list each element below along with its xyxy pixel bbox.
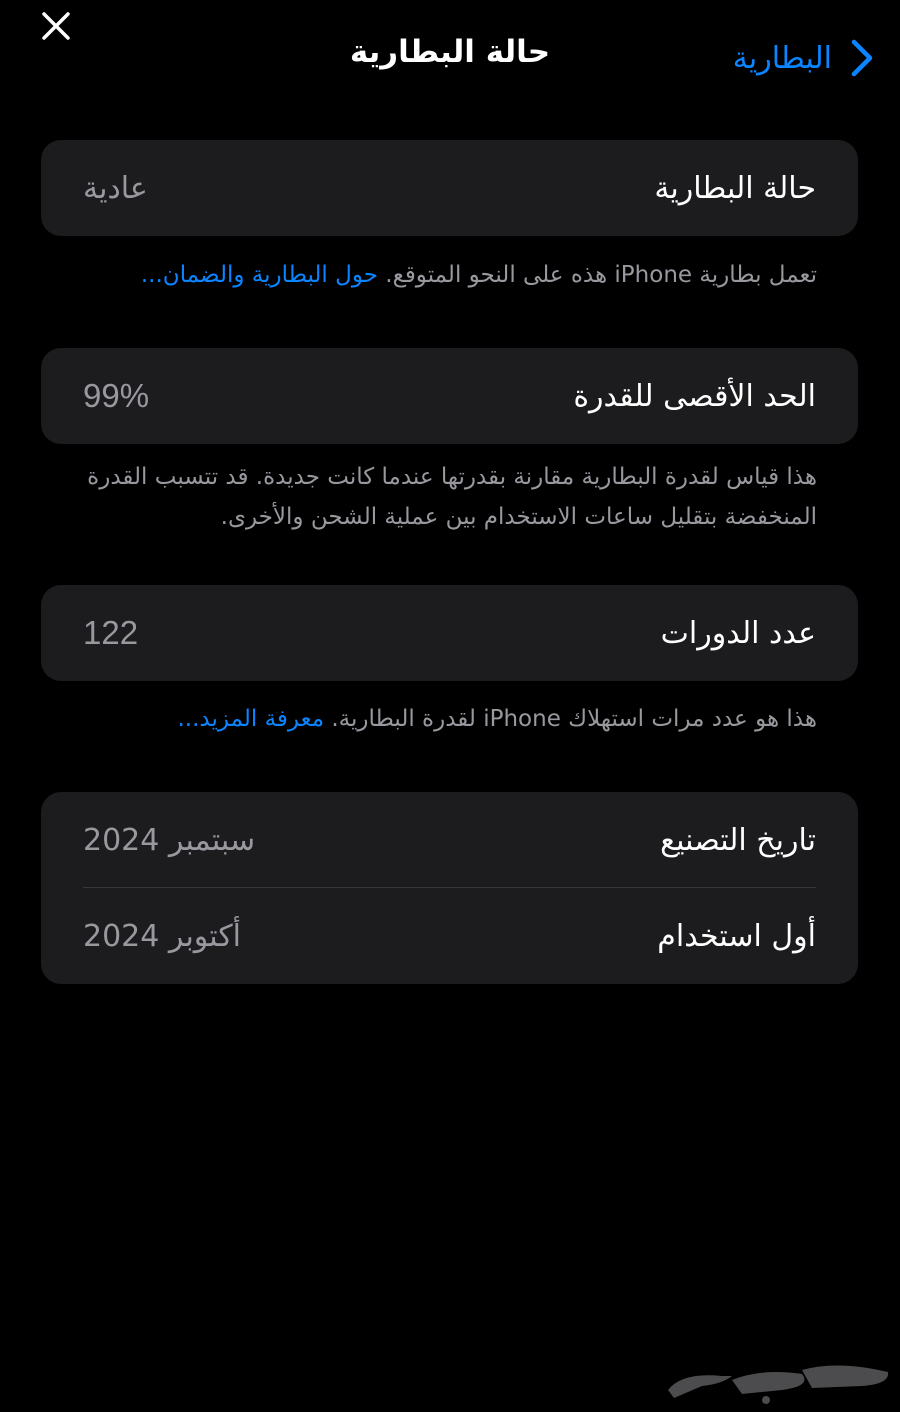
- back-button[interactable]: [733, 34, 876, 82]
- battery-condition-note: [80, 255, 817, 295]
- cycle-count-note-text: هذا هو عدد مرات استهلاك iPhone لقدرة البطارية.: [324, 706, 817, 732]
- learn-more-link[interactable]: معرفة المزيد...: [177, 706, 325, 732]
- cycle-count-label: عدد الدورات: [660, 615, 816, 651]
- max-capacity-card: [41, 348, 858, 444]
- cycle-count-note: [80, 699, 817, 739]
- battery-condition-row: [41, 140, 858, 236]
- battery-condition-label: حالة البطارية: [654, 170, 816, 206]
- page-title: حالة البطارية: [349, 34, 551, 70]
- max-capacity-value: 99%: [83, 377, 150, 414]
- max-capacity-row: [41, 348, 858, 444]
- chevron-right-icon: [848, 38, 876, 78]
- battery-condition-value: عادية: [83, 170, 148, 206]
- battery-warranty-link[interactable]: حول البطارية والضمان...: [140, 262, 378, 288]
- max-capacity-label: الحد الأقصى للقدرة: [573, 378, 816, 414]
- haraj-watermark-logo: [662, 1350, 894, 1406]
- battery-condition-note-text: تعمل بطارية iPhone هذه على النحو المتوقع.: [377, 262, 817, 288]
- first-use-label: أول استخدام: [657, 918, 816, 954]
- max-capacity-note: هذا قياس لقدرة البطارية مقارنة بقدرتها عندما كانت جديدة. قد تتسبب القدرة المنخفضة بتقليل ساعات الاستخدام بين عملية الشحن والأخرى.: [87, 464, 817, 530]
- first-use-row: [41, 888, 858, 984]
- first-use-value: أكتوبر 2024: [83, 918, 241, 954]
- back-label: البطارية: [732, 40, 832, 76]
- manufacture-date-label: تاريخ التصنيع: [660, 822, 816, 858]
- manufacture-date-value: سبتمبر 2024: [83, 822, 256, 858]
- cycle-count-row: [41, 585, 858, 681]
- battery-condition-card: [41, 140, 858, 236]
- cycle-count-card: [41, 585, 858, 681]
- dates-card: [41, 792, 858, 984]
- cycle-count-value: 122: [83, 614, 139, 651]
- manufacture-date-row: [41, 792, 858, 888]
